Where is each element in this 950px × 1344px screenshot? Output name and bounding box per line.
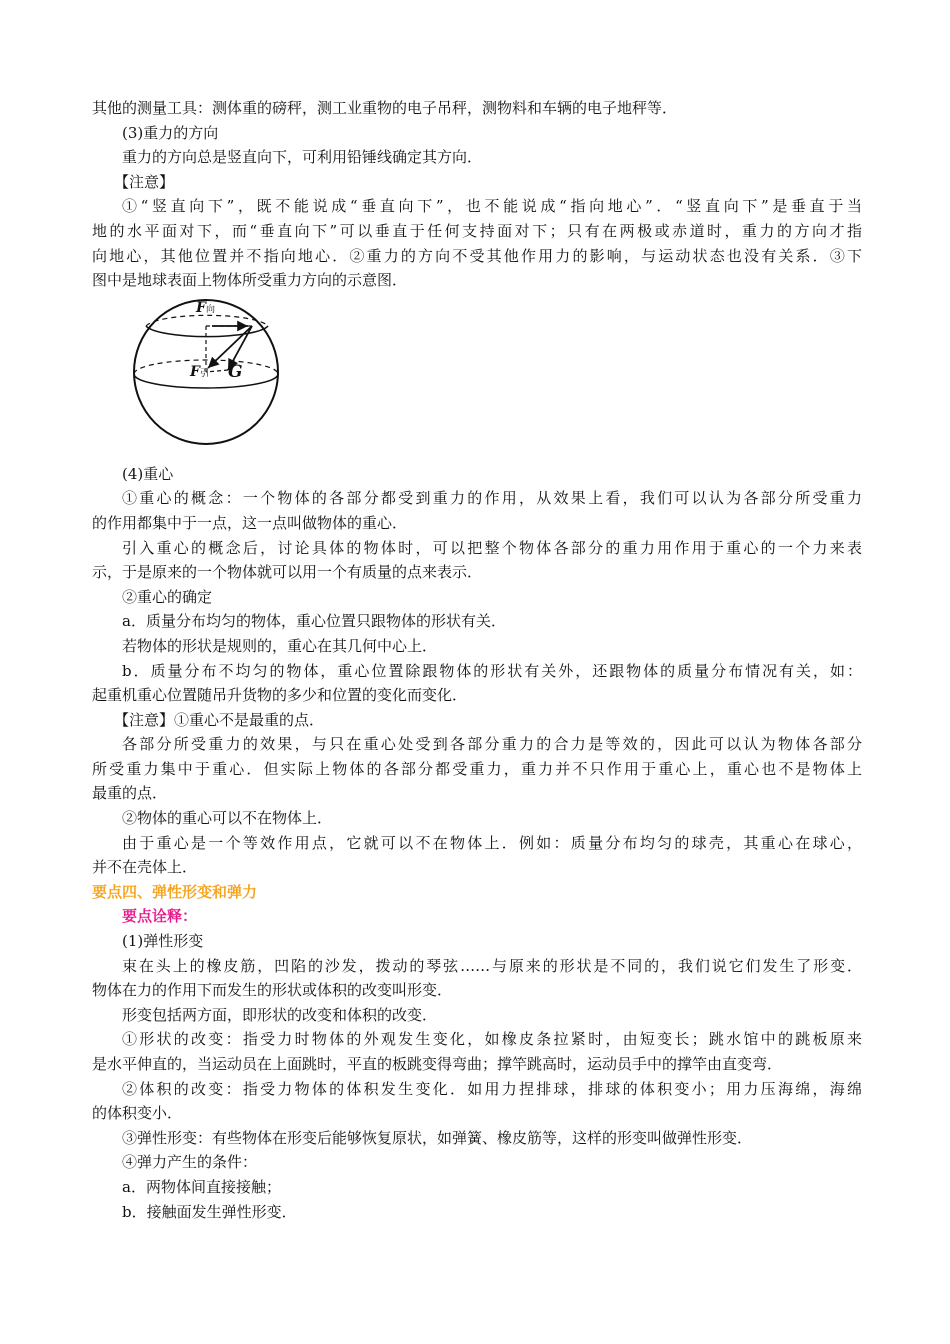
- gravity-direction-diagram: [124, 296, 289, 448]
- section-heading: 要点四、弹性形变和弹力: [92, 882, 258, 901]
- text-line: 的作用都集中于一点，这一点叫做物体的重心．: [92, 513, 408, 532]
- text-line: 所受重力集中于重心．但实际上物体的各部分都受重力，重力并不只作用于重心上，重心也不是物体上: [92, 759, 862, 778]
- text-line: 束在头上的橡皮筋，凹陷的沙发，拨动的琴弦……与原来的形状是不同的，我们说它们发生了形变．: [122, 956, 862, 975]
- text-line: ②体积的改变：指受力物体的体积发生变化．如用力捏排球，排球的体积变小；用力压海绵，海绵: [122, 1079, 862, 1098]
- text-line: 向地心，其他位置并不指向地心．②重力的方向不受其他作用力的影响，与运动状态也没有关系．③下: [92, 246, 862, 265]
- text-line: 是水平伸直的，当运动员在上面跳时，平直的板跳变得弯曲；撑竿跳高时，运动员手中的撑竿由直变弯．: [92, 1055, 783, 1073]
- f-center-label: F向: [196, 299, 215, 316]
- text-line: ①形状的改变：指受力时物体的外观发生变化，如橡皮条拉紧时，由短变长；跳水馆中的跳板原来: [122, 1030, 862, 1049]
- text-line: b．接触面发生弹性形变．: [122, 1202, 297, 1221]
- text-line: b．质量分布不均匀的物体，重心位置除跟物体的形状有关外，还跟物体的质量分布情况有关，如：: [122, 661, 862, 680]
- text-line: 由于重心是一个等效作用点，它就可以不在物体上．例如：质量分布均匀的球壳，其重心在球心，: [122, 833, 862, 852]
- document-page: [92, 96, 862, 1224]
- text-line: 各部分所受重力的效果，与只在重心处受到各部分重力的合力是等效的，因此可以认为物体各部分: [122, 735, 862, 754]
- note-label: 【注意】①重心不是最重的点．: [114, 710, 325, 729]
- subsection-heading: 要点诠释：: [122, 907, 198, 926]
- f-gravity-label: F引: [190, 363, 209, 380]
- text-line: 物体在力的作用下而发生的形状或体积的改变叫形变．: [92, 981, 453, 1000]
- text-line: ②物体的重心可以不在物体上．: [122, 809, 333, 828]
- text-line: 重力的方向总是竖直向下，可利用铅锤线确定其方向．: [122, 148, 483, 167]
- text-line: 形变包括两方面，即形状的改变和体积的改变．: [122, 1005, 438, 1024]
- text-line: 起重机重心位置随吊升货物的多少和位置的变化而变化．: [92, 686, 468, 705]
- text-line: 引入重心的概念后，讨论具体的物体时，可以把整个物体各部分的重力用作用于重心的一个力来表: [122, 538, 862, 557]
- text-line: 若物体的形状是规则的，重心在其几何中心上．: [122, 636, 438, 655]
- text-line: 并不在壳体上．: [92, 858, 198, 877]
- text-line: 地的水平面对下，而“垂直向下”可以垂直于任何支持面对下；只有在两极或赤道时，重力的方向才指: [92, 221, 862, 240]
- text-line: ①“竖直向下”，既不能说成“垂直向下”，也不能说成“指向地心”．“竖直向下”是垂直于当: [122, 197, 862, 216]
- section-title-elastic-deformation: (1)弹性形变: [122, 932, 204, 951]
- text-line: ②重心的确定: [122, 587, 213, 606]
- section-title-gravity-direction: (3)重力的方向: [122, 123, 219, 142]
- text-line: a．两物体间直接接触；: [122, 1177, 281, 1196]
- text-line: 最重的点．: [92, 784, 168, 803]
- note-label: 【注意】: [114, 172, 175, 191]
- text-line: 示，于是原来的一个物体就可以用一个有质量的点来表示．: [92, 563, 483, 582]
- section-title-center-of-gravity: (4)重心: [122, 464, 174, 483]
- text-line: a．质量分布均匀的物体，重心位置只跟物体的形状有关．: [122, 612, 506, 631]
- text-line: 的体积变小．: [92, 1104, 183, 1123]
- text-line: ④弹力产生的条件：: [122, 1153, 258, 1172]
- text-line: ③弹性形变：有些物体在形变后能够恢复原状，如弹簧、橡皮筋等，这样的形变叫做弹性形变．: [122, 1128, 753, 1147]
- g-label: G: [228, 361, 243, 382]
- text-line: 图中是地球表面上物体所受重力方向的示意图．: [92, 271, 408, 290]
- text-line: 其他的测量工具：测体重的磅秤，测工业重物的电子吊秤，测物料和车辆的电子地秤等．: [92, 99, 678, 117]
- text-line: ①重心的概念：一个物体的各部分都受到重力的作用，从效果上看，我们可以认为各部分所受重力: [122, 489, 862, 508]
